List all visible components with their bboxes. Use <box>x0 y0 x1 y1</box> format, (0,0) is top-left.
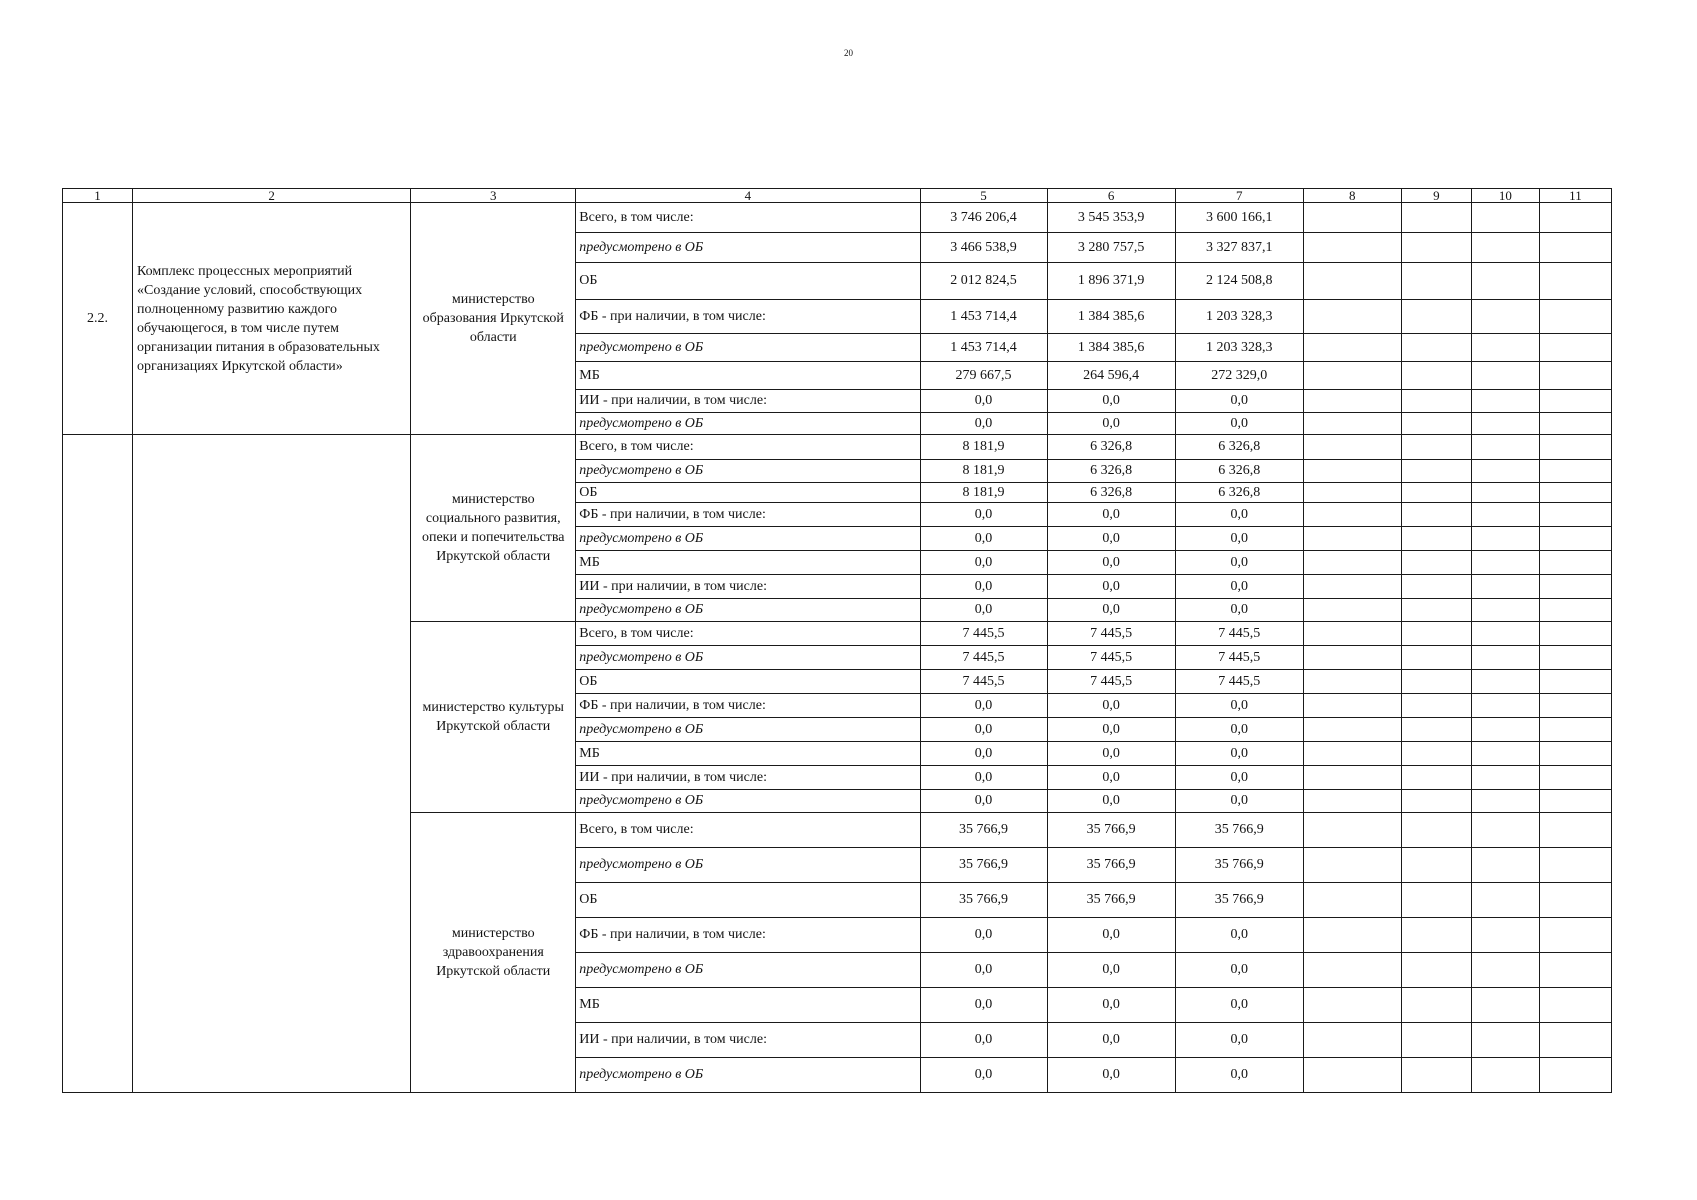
column-header-2: 2 <box>133 189 411 203</box>
value-cell: 8 181,9 <box>920 483 1047 503</box>
value-cell: 2 124 508,8 <box>1175 263 1303 300</box>
value-cell: 0,0 <box>1047 790 1175 813</box>
value-cell: 8 181,9 <box>920 460 1047 483</box>
value-cell: 0,0 <box>920 1058 1047 1093</box>
value-cell: 1 453 714,4 <box>920 334 1047 362</box>
empty-cell <box>1471 953 1539 988</box>
funding-source-label: предусмотрено в ОБ <box>576 413 920 435</box>
empty-cell <box>1471 718 1539 742</box>
value-cell: 0,0 <box>920 551 1047 575</box>
table-row <box>63 203 1612 233</box>
value-cell: 1 203 328,3 <box>1175 334 1303 362</box>
empty-cell <box>1303 883 1401 918</box>
value-cell: 0,0 <box>1175 413 1303 435</box>
empty-cell <box>1401 646 1471 670</box>
value-cell: 6 326,8 <box>1047 435 1175 460</box>
funding-source-label: МБ <box>576 362 920 390</box>
funding-source-label: МБ <box>576 988 920 1023</box>
empty-cell <box>1471 813 1539 848</box>
empty-cell <box>1303 413 1401 435</box>
empty-cell <box>1471 527 1539 551</box>
empty-cell <box>1539 435 1611 460</box>
value-cell: 35 766,9 <box>1047 848 1175 883</box>
column-header-4: 4 <box>576 189 920 203</box>
empty-cell <box>1401 362 1471 390</box>
value-cell: 6 326,8 <box>1047 460 1175 483</box>
empty-cell <box>1303 527 1401 551</box>
funding-source-label: Всего, в том числе: <box>576 435 920 460</box>
empty-cell <box>1539 599 1611 622</box>
empty-cell <box>1471 646 1539 670</box>
value-cell: 0,0 <box>1175 527 1303 551</box>
value-cell: 0,0 <box>1047 718 1175 742</box>
empty-cell <box>1471 390 1539 413</box>
empty-cell <box>1471 1023 1539 1058</box>
value-cell: 0,0 <box>1175 742 1303 766</box>
column-header-9: 9 <box>1401 189 1471 203</box>
value-cell: 0,0 <box>1047 918 1175 953</box>
empty-cell <box>1539 766 1611 790</box>
funding-source-label: ИИ - при наличии, в том числе: <box>576 1023 920 1058</box>
value-cell: 1 384 385,6 <box>1047 300 1175 334</box>
value-cell: 0,0 <box>1175 599 1303 622</box>
value-cell: 0,0 <box>1047 575 1175 599</box>
funding-source-label: предусмотрено в ОБ <box>576 953 920 988</box>
empty-cell <box>1539 918 1611 953</box>
empty-cell <box>1401 503 1471 527</box>
value-cell: 3 466 538,9 <box>920 233 1047 263</box>
funding-source-label: ФБ - при наличии, в том числе: <box>576 694 920 718</box>
value-cell: 0,0 <box>1175 766 1303 790</box>
funding-source-label: предусмотрено в ОБ <box>576 334 920 362</box>
empty-cell <box>1303 918 1401 953</box>
empty-cell <box>1303 988 1401 1023</box>
empty-cell <box>1471 790 1539 813</box>
value-cell: 6 326,8 <box>1175 435 1303 460</box>
column-header-6: 6 <box>1047 189 1175 203</box>
empty-cell <box>1401 483 1471 503</box>
value-cell: 35 766,9 <box>1175 883 1303 918</box>
column-header-11: 11 <box>1539 189 1611 203</box>
empty-cell <box>1401 575 1471 599</box>
empty-cell <box>1471 413 1539 435</box>
empty-cell <box>1471 300 1539 334</box>
empty-cell <box>1471 435 1539 460</box>
value-cell: 1 453 714,4 <box>920 300 1047 334</box>
empty-cell <box>1539 233 1611 263</box>
value-cell: 7 445,5 <box>1047 670 1175 694</box>
empty-cell <box>1401 435 1471 460</box>
empty-cell <box>1303 233 1401 263</box>
empty-cell <box>1539 300 1611 334</box>
empty-cell <box>1471 883 1539 918</box>
empty-cell <box>1539 953 1611 988</box>
empty-cell <box>1471 766 1539 790</box>
funding-source-label: ОБ <box>576 670 920 694</box>
column-header-8: 8 <box>1303 189 1401 203</box>
empty-cell <box>1471 460 1539 483</box>
empty-cell <box>1303 813 1401 848</box>
value-cell: 35 766,9 <box>1175 848 1303 883</box>
empty-cell <box>1539 413 1611 435</box>
value-cell: 7 445,5 <box>1175 622 1303 646</box>
value-cell: 0,0 <box>920 766 1047 790</box>
value-cell: 7 445,5 <box>920 646 1047 670</box>
empty-cell <box>1539 883 1611 918</box>
value-cell: 0,0 <box>1175 503 1303 527</box>
empty-cell <box>1401 551 1471 575</box>
column-header-10: 10 <box>1471 189 1539 203</box>
value-cell: 35 766,9 <box>920 813 1047 848</box>
empty-cell <box>1303 742 1401 766</box>
empty-cell <box>1471 670 1539 694</box>
empty-cell <box>1401 622 1471 646</box>
value-cell: 0,0 <box>920 1023 1047 1058</box>
value-cell: 279 667,5 <box>920 362 1047 390</box>
empty-cell <box>1539 670 1611 694</box>
empty-description-cell <box>133 435 411 1093</box>
empty-cell <box>1471 918 1539 953</box>
empty-cell <box>1471 575 1539 599</box>
value-cell: 0,0 <box>920 413 1047 435</box>
empty-cell <box>1303 694 1401 718</box>
empty-cell <box>1303 1023 1401 1058</box>
value-cell: 0,0 <box>1175 694 1303 718</box>
value-cell: 7 445,5 <box>920 670 1047 694</box>
value-cell: 3 746 206,4 <box>920 203 1047 233</box>
value-cell: 0,0 <box>1047 503 1175 527</box>
empty-cell <box>1303 599 1401 622</box>
empty-cell <box>1539 460 1611 483</box>
empty-cell <box>1401 300 1471 334</box>
value-cell: 35 766,9 <box>920 883 1047 918</box>
empty-cell <box>1401 527 1471 551</box>
empty-cell <box>1401 718 1471 742</box>
empty-cell <box>1539 575 1611 599</box>
empty-cell <box>1471 694 1539 718</box>
empty-cell <box>1303 766 1401 790</box>
value-cell: 0,0 <box>1047 551 1175 575</box>
value-cell: 0,0 <box>1047 953 1175 988</box>
empty-index-cell <box>63 435 133 1093</box>
funding-source-label: ИИ - при наличии, в том числе: <box>576 390 920 413</box>
empty-cell <box>1539 390 1611 413</box>
empty-cell <box>1401 233 1471 263</box>
value-cell: 0,0 <box>920 575 1047 599</box>
page-number: 20 <box>844 48 853 58</box>
funding-source-label: ИИ - при наличии, в том числе: <box>576 766 920 790</box>
empty-cell <box>1539 203 1611 233</box>
value-cell: 0,0 <box>920 503 1047 527</box>
responsible-executor: министерство социального развития, опеки и попечительства Иркутской области <box>411 435 576 622</box>
empty-cell <box>1539 718 1611 742</box>
value-cell: 8 181,9 <box>920 435 1047 460</box>
value-cell: 1 896 371,9 <box>1047 263 1175 300</box>
empty-cell <box>1401 918 1471 953</box>
empty-cell <box>1539 527 1611 551</box>
funding-source-label: ОБ <box>576 883 920 918</box>
value-cell: 0,0 <box>920 694 1047 718</box>
empty-cell <box>1539 988 1611 1023</box>
value-cell: 264 596,4 <box>1047 362 1175 390</box>
value-cell: 0,0 <box>920 718 1047 742</box>
empty-cell <box>1401 263 1471 300</box>
empty-cell <box>1303 300 1401 334</box>
value-cell: 0,0 <box>920 599 1047 622</box>
empty-cell <box>1471 988 1539 1023</box>
empty-cell <box>1303 670 1401 694</box>
empty-cell <box>1401 953 1471 988</box>
empty-cell <box>1539 848 1611 883</box>
value-cell: 0,0 <box>1047 988 1175 1023</box>
empty-cell <box>1401 848 1471 883</box>
value-cell: 1 203 328,3 <box>1175 300 1303 334</box>
empty-cell <box>1401 1058 1471 1093</box>
value-cell: 0,0 <box>1047 1023 1175 1058</box>
value-cell: 3 600 166,1 <box>1175 203 1303 233</box>
empty-cell <box>1401 790 1471 813</box>
value-cell: 0,0 <box>1047 742 1175 766</box>
value-cell: 0,0 <box>1175 790 1303 813</box>
empty-cell <box>1303 848 1401 883</box>
empty-cell <box>1539 334 1611 362</box>
funding-source-label: ИИ - при наличии, в том числе: <box>576 575 920 599</box>
item-description: Комплекс процессных мероприятий «Создание условий, способствующих полноценному развитию каждого обучающегося, в том числе путем организации питания в образовательных организациях Иркутской области» <box>133 203 411 435</box>
empty-cell <box>1471 551 1539 575</box>
empty-cell <box>1539 622 1611 646</box>
empty-cell <box>1471 334 1539 362</box>
empty-cell <box>1303 263 1401 300</box>
empty-cell <box>1303 334 1401 362</box>
column-header-3: 3 <box>411 189 576 203</box>
funding-source-label: предусмотрено в ОБ <box>576 790 920 813</box>
funding-source-label: предусмотрено в ОБ <box>576 460 920 483</box>
value-cell: 0,0 <box>1047 527 1175 551</box>
empty-cell <box>1539 1058 1611 1093</box>
funding-source-label: ОБ <box>576 483 920 503</box>
empty-cell <box>1471 233 1539 263</box>
value-cell: 0,0 <box>1047 599 1175 622</box>
empty-cell <box>1539 813 1611 848</box>
value-cell: 0,0 <box>920 953 1047 988</box>
empty-cell <box>1401 813 1471 848</box>
empty-cell <box>1401 413 1471 435</box>
value-cell: 0,0 <box>1175 918 1303 953</box>
value-cell: 7 445,5 <box>920 622 1047 646</box>
empty-cell <box>1539 1023 1611 1058</box>
value-cell: 0,0 <box>920 790 1047 813</box>
value-cell: 0,0 <box>1047 694 1175 718</box>
value-cell: 6 326,8 <box>1175 460 1303 483</box>
empty-cell <box>1303 575 1401 599</box>
empty-cell <box>1471 362 1539 390</box>
empty-cell <box>1303 646 1401 670</box>
empty-cell <box>1401 599 1471 622</box>
funding-source-label: ФБ - при наличии, в том числе: <box>576 300 920 334</box>
empty-cell <box>1303 203 1401 233</box>
empty-cell <box>1539 694 1611 718</box>
funding-source-label: предусмотрено в ОБ <box>576 1058 920 1093</box>
value-cell: 35 766,9 <box>1175 813 1303 848</box>
column-header-1: 1 <box>63 189 133 203</box>
empty-cell <box>1303 503 1401 527</box>
value-cell: 272 329,0 <box>1175 362 1303 390</box>
funding-source-label: ОБ <box>576 263 920 300</box>
empty-cell <box>1401 988 1471 1023</box>
empty-cell <box>1303 622 1401 646</box>
empty-cell <box>1539 362 1611 390</box>
empty-cell <box>1303 435 1401 460</box>
funding-source-label: МБ <box>576 551 920 575</box>
value-cell: 35 766,9 <box>1047 883 1175 918</box>
value-cell: 0,0 <box>1047 1058 1175 1093</box>
empty-cell <box>1471 622 1539 646</box>
empty-cell <box>1303 551 1401 575</box>
funding-source-label: Всего, в том числе: <box>576 203 920 233</box>
value-cell: 0,0 <box>920 527 1047 551</box>
value-cell: 0,0 <box>920 918 1047 953</box>
item-index: 2.2. <box>63 203 133 435</box>
value-cell: 0,0 <box>920 742 1047 766</box>
funding-source-label: предусмотрено в ОБ <box>576 848 920 883</box>
empty-cell <box>1539 503 1611 527</box>
empty-cell <box>1401 390 1471 413</box>
value-cell: 7 445,5 <box>1175 670 1303 694</box>
empty-cell <box>1303 953 1401 988</box>
funding-source-label: Всего, в том числе: <box>576 813 920 848</box>
empty-cell <box>1539 742 1611 766</box>
table-row <box>63 435 1612 460</box>
empty-cell <box>1401 1023 1471 1058</box>
value-cell: 7 445,5 <box>1047 622 1175 646</box>
empty-cell <box>1401 694 1471 718</box>
funding-source-label: Всего, в том числе: <box>576 622 920 646</box>
budget-table <box>62 188 1612 1093</box>
value-cell: 7 445,5 <box>1047 646 1175 670</box>
funding-source-label: ФБ - при наличии, в том числе: <box>576 503 920 527</box>
empty-cell <box>1401 203 1471 233</box>
value-cell: 0,0 <box>1047 766 1175 790</box>
funding-source-label: МБ <box>576 742 920 766</box>
funding-source-label: предусмотрено в ОБ <box>576 233 920 263</box>
value-cell: 0,0 <box>1047 390 1175 413</box>
empty-cell <box>1303 483 1401 503</box>
value-cell: 0,0 <box>1175 988 1303 1023</box>
value-cell: 3 280 757,5 <box>1047 233 1175 263</box>
empty-cell <box>1303 1058 1401 1093</box>
table-body <box>63 189 1612 1093</box>
value-cell: 0,0 <box>1175 390 1303 413</box>
value-cell: 0,0 <box>1047 413 1175 435</box>
empty-cell <box>1539 646 1611 670</box>
responsible-executor: министерство образования Иркутской области <box>411 203 576 435</box>
empty-cell <box>1303 362 1401 390</box>
value-cell: 35 766,9 <box>920 848 1047 883</box>
empty-cell <box>1471 742 1539 766</box>
value-cell: 35 766,9 <box>1047 813 1175 848</box>
empty-cell <box>1401 670 1471 694</box>
empty-cell <box>1401 883 1471 918</box>
empty-cell <box>1471 1058 1539 1093</box>
empty-cell <box>1471 599 1539 622</box>
value-cell: 7 445,5 <box>1175 646 1303 670</box>
empty-cell <box>1539 483 1611 503</box>
empty-cell <box>1303 718 1401 742</box>
value-cell: 6 326,8 <box>1047 483 1175 503</box>
value-cell: 6 326,8 <box>1175 483 1303 503</box>
empty-cell <box>1539 263 1611 300</box>
value-cell: 0,0 <box>1175 953 1303 988</box>
value-cell: 0,0 <box>920 988 1047 1023</box>
empty-cell <box>1401 334 1471 362</box>
value-cell: 2 012 824,5 <box>920 263 1047 300</box>
value-cell: 0,0 <box>1175 575 1303 599</box>
responsible-executor: министерство здравоохранения Иркутской области <box>411 813 576 1093</box>
value-cell: 0,0 <box>920 390 1047 413</box>
empty-cell <box>1401 766 1471 790</box>
empty-cell <box>1401 742 1471 766</box>
empty-cell <box>1471 848 1539 883</box>
empty-cell <box>1303 390 1401 413</box>
column-header-7: 7 <box>1175 189 1303 203</box>
value-cell: 0,0 <box>1175 718 1303 742</box>
value-cell: 3 327 837,1 <box>1175 233 1303 263</box>
value-cell: 3 545 353,9 <box>1047 203 1175 233</box>
funding-source-label: ФБ - при наличии, в том числе: <box>576 918 920 953</box>
value-cell: 0,0 <box>1175 1058 1303 1093</box>
funding-source-label: предусмотрено в ОБ <box>576 527 920 551</box>
empty-cell <box>1539 790 1611 813</box>
empty-cell <box>1539 551 1611 575</box>
funding-source-label: предусмотрено в ОБ <box>576 599 920 622</box>
empty-cell <box>1303 790 1401 813</box>
value-cell: 1 384 385,6 <box>1047 334 1175 362</box>
value-cell: 0,0 <box>1175 551 1303 575</box>
responsible-executor: министерство культуры Иркутской области <box>411 622 576 813</box>
empty-cell <box>1471 263 1539 300</box>
column-header-5: 5 <box>920 189 1047 203</box>
column-header-row <box>63 189 1612 203</box>
empty-cell <box>1303 460 1401 483</box>
funding-source-label: предусмотрено в ОБ <box>576 718 920 742</box>
empty-cell <box>1471 503 1539 527</box>
empty-cell <box>1471 483 1539 503</box>
funding-source-label: предусмотрено в ОБ <box>576 646 920 670</box>
value-cell: 0,0 <box>1175 1023 1303 1058</box>
empty-cell <box>1471 203 1539 233</box>
empty-cell <box>1401 460 1471 483</box>
